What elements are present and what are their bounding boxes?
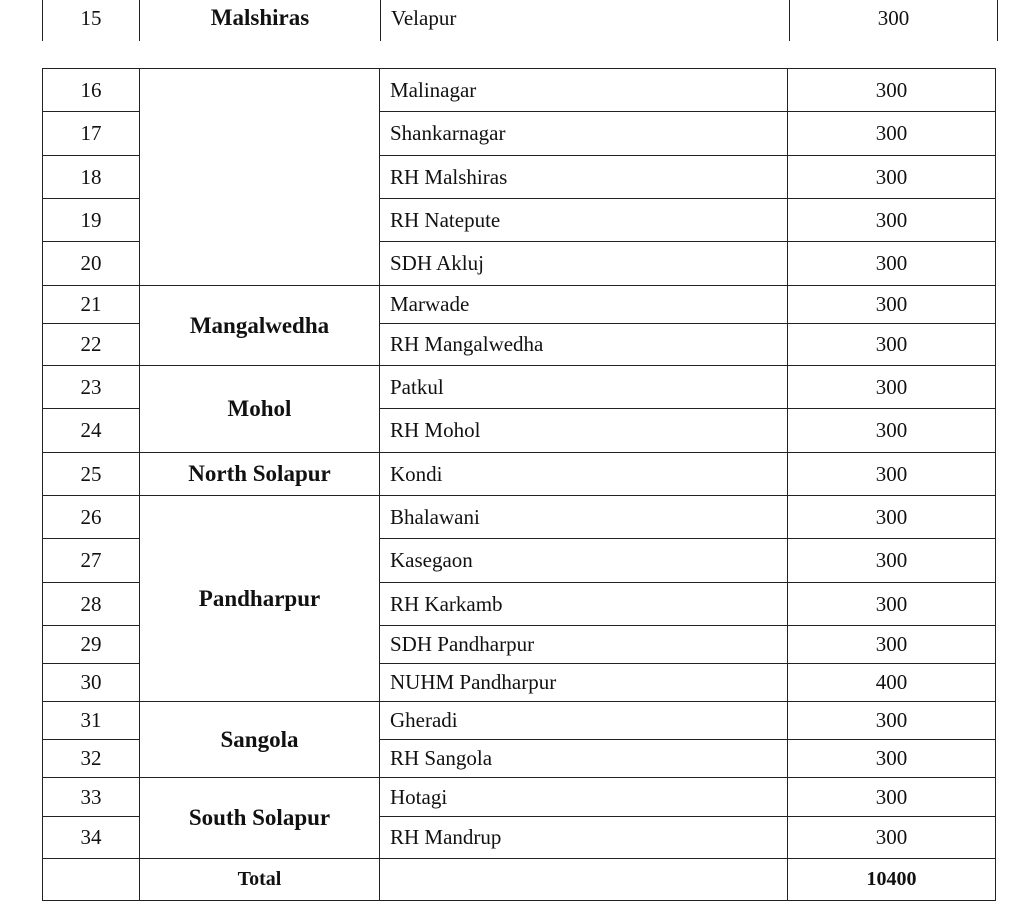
block-name-empty bbox=[140, 69, 380, 286]
table-row bbox=[43, 778, 996, 817]
serial-number: 20 bbox=[43, 242, 140, 286]
facility-name: RH Karkamb bbox=[380, 583, 788, 626]
facility-name: Patkul bbox=[380, 366, 788, 409]
count-value: 300 bbox=[788, 409, 996, 453]
count-value: 300 bbox=[788, 740, 996, 778]
table-top-fragment bbox=[42, 0, 998, 41]
facility-name: Hotagi bbox=[380, 778, 788, 817]
block-name: Pandharpur bbox=[140, 496, 380, 702]
serial-number: 33 bbox=[43, 778, 140, 817]
facility-name: Gheradi bbox=[380, 702, 788, 740]
count-value: 300 bbox=[788, 199, 996, 242]
count-value: 300 bbox=[788, 702, 996, 740]
total-row bbox=[43, 859, 996, 901]
serial-number: 17 bbox=[43, 112, 140, 156]
facility-table bbox=[42, 68, 996, 901]
count-value: 300 bbox=[788, 626, 996, 664]
table-row bbox=[43, 453, 996, 496]
serial-number: 30 bbox=[43, 664, 140, 702]
facility-name: Velapur bbox=[381, 0, 790, 41]
serial-number: 18 bbox=[43, 156, 140, 199]
facility-name: RH Mandrup bbox=[380, 817, 788, 859]
serial-number: 27 bbox=[43, 539, 140, 583]
count-value: 300 bbox=[788, 286, 996, 324]
total-facility-empty bbox=[380, 859, 788, 901]
facility-name: Bhalawani bbox=[380, 496, 788, 539]
table-row bbox=[43, 496, 996, 539]
facility-name: RH Mohol bbox=[380, 409, 788, 453]
count-value: 300 bbox=[788, 539, 996, 583]
total-serial-empty bbox=[43, 859, 140, 901]
count-value: 300 bbox=[788, 324, 996, 366]
block-name: Mangalwedha bbox=[140, 286, 380, 366]
total-label: Total bbox=[140, 859, 380, 901]
serial-number: 29 bbox=[43, 626, 140, 664]
count-value: 300 bbox=[788, 366, 996, 409]
facility-name: Kasegaon bbox=[380, 539, 788, 583]
serial-number: 32 bbox=[43, 740, 140, 778]
serial-number: 16 bbox=[43, 69, 140, 112]
facility-name: Marwade bbox=[380, 286, 788, 324]
facility-name: RH Sangola bbox=[380, 740, 788, 778]
count-value: 300 bbox=[788, 496, 996, 539]
count-value: 400 bbox=[788, 664, 996, 702]
serial-number: 28 bbox=[43, 583, 140, 626]
table-row bbox=[43, 366, 996, 409]
facility-name: RH Natepute bbox=[380, 199, 788, 242]
facility-name: RH Mangalwedha bbox=[380, 324, 788, 366]
serial-number: 31 bbox=[43, 702, 140, 740]
count-value: 300 bbox=[788, 453, 996, 496]
serial-number: 22 bbox=[43, 324, 140, 366]
facility-name: SDH Akluj bbox=[380, 242, 788, 286]
count-value: 300 bbox=[788, 583, 996, 626]
count-value: 300 bbox=[788, 778, 996, 817]
facility-name: SDH Pandharpur bbox=[380, 626, 788, 664]
table-row bbox=[43, 286, 996, 324]
serial-number: 21 bbox=[43, 286, 140, 324]
count-value: 300 bbox=[788, 69, 996, 112]
block-name: Malshiras bbox=[140, 0, 381, 41]
count-value: 300 bbox=[788, 242, 996, 286]
block-name: Sangola bbox=[140, 702, 380, 778]
count-value: 300 bbox=[788, 817, 996, 859]
count-value: 300 bbox=[788, 112, 996, 156]
count-value: 300 bbox=[788, 156, 996, 199]
table-row bbox=[43, 0, 998, 41]
facility-name: Shankarnagar bbox=[380, 112, 788, 156]
serial-number: 24 bbox=[43, 409, 140, 453]
facility-name: Kondi bbox=[380, 453, 788, 496]
block-name: North Solapur bbox=[140, 453, 380, 496]
serial-number: 25 bbox=[43, 453, 140, 496]
serial-number: 34 bbox=[43, 817, 140, 859]
facility-name: RH Malshiras bbox=[380, 156, 788, 199]
table-row bbox=[43, 69, 996, 112]
count-value: 300 bbox=[790, 0, 998, 41]
serial-number: 23 bbox=[43, 366, 140, 409]
serial-number: 19 bbox=[43, 199, 140, 242]
block-name: South Solapur bbox=[140, 778, 380, 859]
block-name: Mohol bbox=[140, 366, 380, 453]
table-row bbox=[43, 702, 996, 740]
facility-name: NUHM Pandharpur bbox=[380, 664, 788, 702]
facility-name: Malinagar bbox=[380, 69, 788, 112]
total-value: 10400 bbox=[788, 859, 996, 901]
serial-number: 26 bbox=[43, 496, 140, 539]
serial-number: 15 bbox=[43, 0, 140, 41]
